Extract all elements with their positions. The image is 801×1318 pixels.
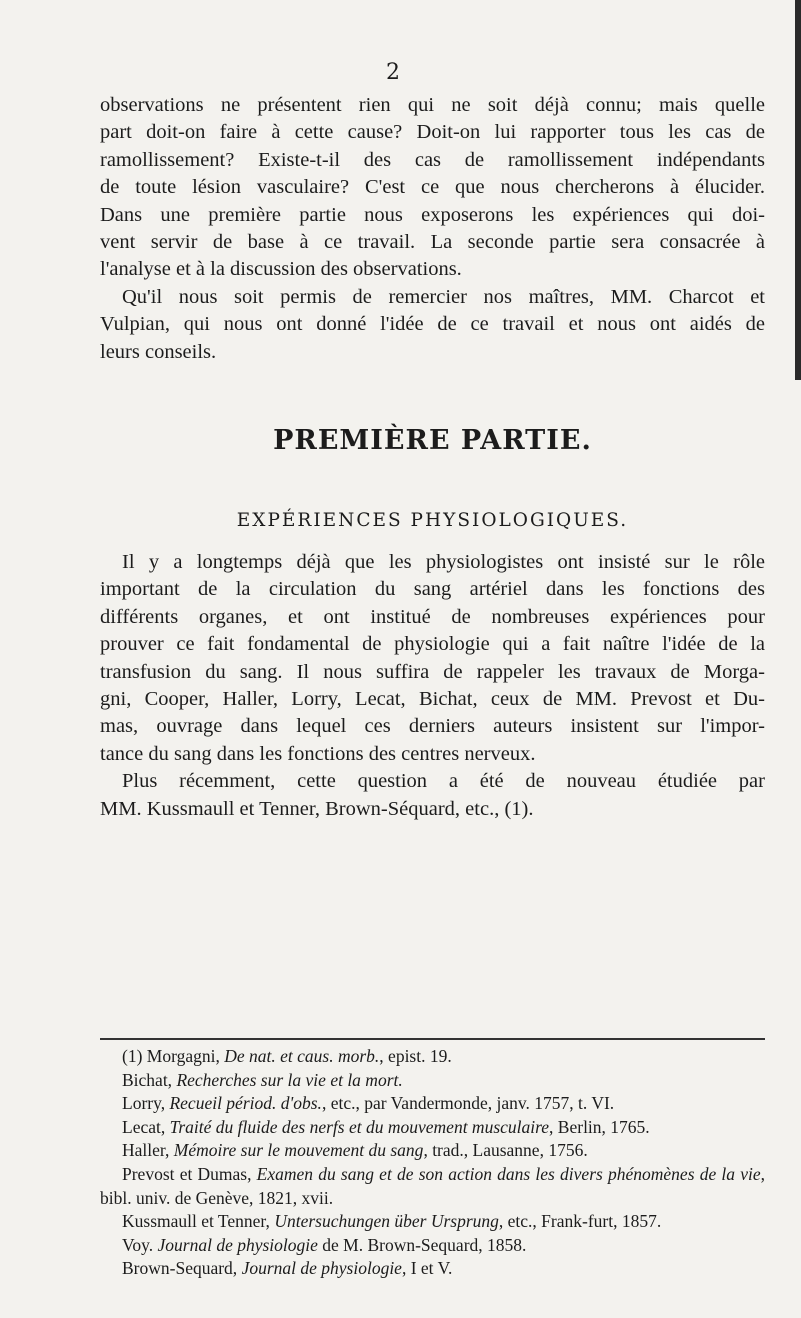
text-line: transfusion du sang. Il nous suffira de rappeler les travaux de Morga- [100, 660, 765, 683]
text-line: Il y a longtemps déjà que les physiologistes ont insisté sur le rôle [122, 551, 765, 573]
footnote-divider [100, 1038, 765, 1040]
footnote-title: Recueil périod. d'obs. [169, 1093, 322, 1114]
footnote-rest: de M. Brown-Sequard, 1858. [317, 1234, 527, 1255]
footnote-rest: , Berlin, 1765. [549, 1116, 650, 1137]
footnote-title: Untersuchungen über Ursprung [274, 1211, 499, 1232]
footnote-entry [100, 1092, 765, 1116]
footnote-lead: Kussmaull et Tenner, [122, 1211, 275, 1232]
text-line: important de la circulation du sang artériel dans les fonctions des [100, 578, 765, 601]
footnote-lead: (1) Morgagni, [122, 1046, 225, 1066]
intro-text [100, 92, 765, 366]
footnote-entry [100, 1234, 765, 1258]
text-line: gni, Cooper, Haller, Lorry, Lecat, Bichat, ceux de MM. Prevost et Du- [100, 688, 765, 711]
footnote-lead: Lorry, [122, 1093, 170, 1114]
footnote-rest: , epist. 19. [379, 1046, 452, 1066]
footnote-entry [100, 1163, 765, 1210]
footnote-title: Traité du fluide des nerfs et du mouvement musculaire [169, 1116, 550, 1137]
footnote-entry [100, 1257, 765, 1281]
footnote-rest: , bibl. univ. de Genève, 1821, xvii. [100, 1163, 765, 1208]
intro-paragraph-1 [100, 92, 765, 284]
footnote-lead: Lecat, [122, 1116, 170, 1137]
text-line: vent servir de base à ce travail. La seconde partie sera consacrée à [100, 231, 765, 254]
footnote-entry [100, 1210, 765, 1234]
section-paragraph-1 [100, 549, 765, 768]
section-title: EXPÉRIENCES PHYSIOLOGIQUES. [236, 510, 629, 531]
text-line: Qu'il nous soit permis de remercier nos maîtres, MM. Charcot et [122, 285, 765, 308]
footnotes [100, 1045, 765, 1281]
text-line: MM. Kussmaull et Tenner, Brown-Séquard, etc., (1). [100, 797, 534, 820]
footnote-title: Recherches sur la vie et la mort. [176, 1069, 403, 1090]
text-line: ramollissement? Existe-t-il des cas de ramollissement indépendants [100, 148, 765, 171]
text-line: part doit-on faire à cette cause? Doit-on lui rapporter tous les cas de [100, 121, 765, 144]
footnote-rest: , etc., par Vandermonde, janv. 1757, t. VI. [321, 1093, 615, 1114]
footnote-lead: Bichat, [122, 1069, 177, 1090]
part-title: PREMIÈRE PARTIE. [273, 425, 592, 456]
footnote-entry [100, 1069, 765, 1093]
footnote-entry [100, 1116, 765, 1140]
text-line: Plus récemment, cette question a été de nouveau étudiée par [122, 770, 765, 793]
text-line: tance du sang dans les fonctions des centres nerveux. [100, 742, 536, 765]
text-line: prouver ce fait fondamental de physiologie qui a fait naître l'idée de la [100, 633, 765, 656]
page-number: 2 [386, 60, 400, 85]
section-paragraph-2 [100, 768, 765, 823]
footnote-title: Mémoire sur le mouvement du sang [173, 1140, 424, 1161]
footnote-rest: , I et V. [401, 1258, 453, 1279]
intro-paragraph-2 [100, 284, 765, 366]
text-line: l'analyse et à la discussion des observations. [100, 258, 462, 281]
footnote-title: Journal de physiologie [241, 1258, 402, 1279]
text-line: Vulpian, qui nous ont donné l'idée de ce travail et nous ont aidés de [100, 313, 765, 336]
footnote-entry [100, 1045, 765, 1069]
footnote-lead: Haller, [122, 1140, 174, 1161]
text-line: mas, ouvrage dans lequel ces derniers auteurs insistent sur l'impor- [100, 715, 765, 738]
footnote-rest: , trad., Lausanne, 1756. [423, 1140, 588, 1161]
text-line: différents organes, et ont institué de nombreuses expériences pour [100, 605, 765, 628]
footnote-lead: Voy. [122, 1234, 158, 1255]
scan-border [795, 0, 801, 380]
footnote-title: Examen du sang et de son action dans les divers phénomènes de la vie [256, 1163, 761, 1184]
footnote-rest: , etc., Frank-furt, 1857. [498, 1211, 662, 1232]
footnote-lead: Prevost et Dumas, [122, 1163, 257, 1184]
footnote-title: Journal de physiologie [157, 1234, 318, 1255]
text-line: observations ne présentent rien qui ne soit déjà connu; mais quelle [100, 94, 765, 116]
footnote-lead: Brown-Sequard, [122, 1258, 242, 1279]
text-line: leurs conseils. [100, 340, 217, 363]
text-line: Dans une première partie nous exposerons les expériences qui doi- [100, 203, 765, 226]
footnote-entry [100, 1139, 765, 1163]
footnote-title: De nat. et caus. morb. [224, 1046, 380, 1066]
section-text [100, 549, 765, 823]
text-line: de toute lésion vasculaire? C'est ce que nous chercherons à élucider. [100, 176, 765, 199]
